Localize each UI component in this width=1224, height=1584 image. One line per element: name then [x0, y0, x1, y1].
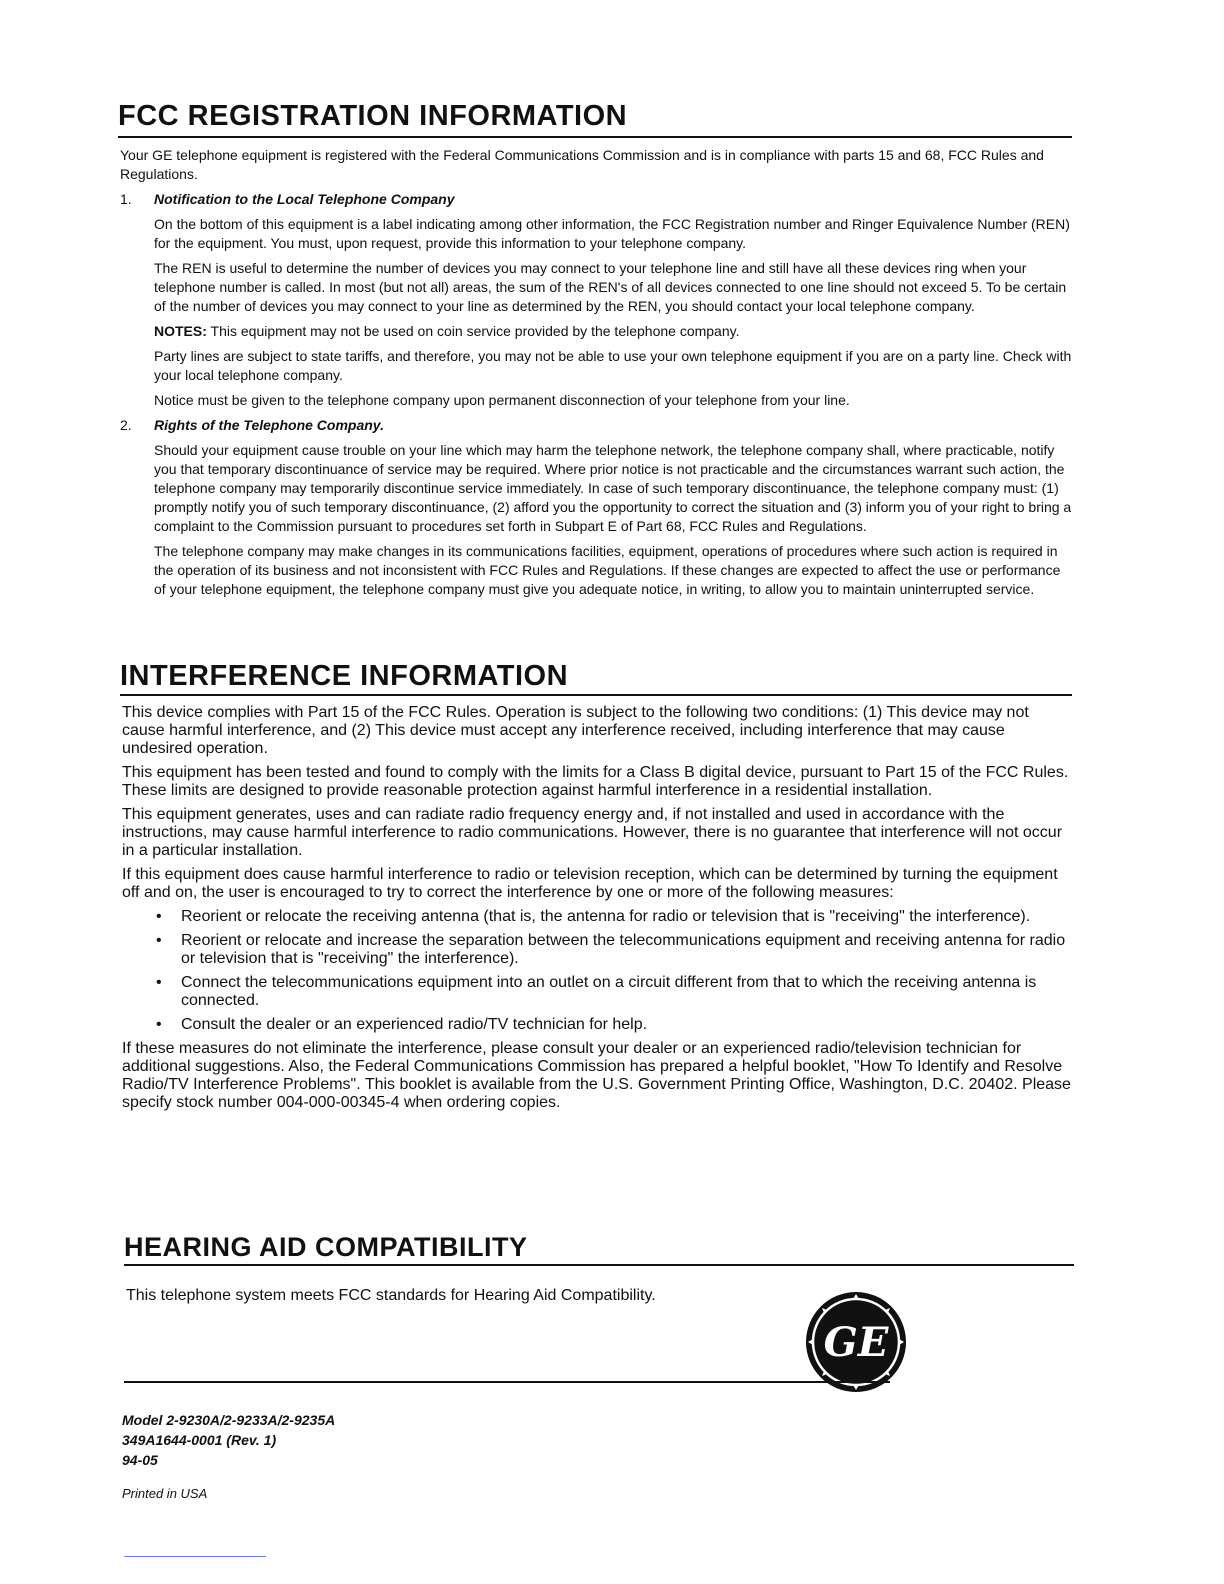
blue-edge-line: [124, 1556, 266, 1557]
list-item: [156, 908, 1072, 926]
revision-date: 94-05: [122, 1452, 158, 1468]
hearing-aid-title: HEARING AID COMPATIBILITY: [124, 1232, 528, 1262]
interference-body: [122, 704, 1072, 1118]
fcc-item-2-paragraph: The telephone company may make changes in its communications facilities, equipment, operations of procedures where such action is required in the operation of its business and not inconsistent with FCC Rules and Regulations. If these changes are expected to affect the use or performance of your telephone equipment, the telephone company must give you adequate notice, in writing, to allow you to maintain uninterrupted service.: [154, 543, 1061, 597]
fcc-item-2: [120, 416, 1072, 599]
fcc-item-2-heading: Rights of the Telephone Company.: [154, 417, 384, 433]
fcc-item-2-number: 2.: [120, 417, 132, 433]
list-item: [156, 932, 1072, 968]
interference-paragraph: If these measures do not eliminate the interference, please consult your dealer or an experienced radio/television technician for additional suggestions. Also, the Federal Communications Commission has prepared a helpful booklet, "How To Identify and Resolve Radio/TV Interference Problems". This booklet is available from the U.S. Government Printing Office, Washington, D.C. 20402. Please specify stock number 004-000-00345-4 when ordering copies.: [122, 1040, 1071, 1111]
fcc-item-1: [120, 190, 1072, 410]
interference-paragraph: This device complies with Part 15 of the FCC Rules. Operation is subject to the following two conditions: (1) This device may not cause harmful interference, and (2) This device must accept any interference received, including interference that may cause undesired operation.: [122, 704, 1029, 757]
bullet-icon: •: [156, 974, 162, 991]
measures-list: [122, 908, 1072, 1034]
logo-text: GE: [823, 1319, 889, 1366]
fcc-intro: Your GE telephone equipment is registered with the Federal Communications Commission and is in compliance with parts 15 and 68, FCC Rules and Regulations.: [120, 147, 1044, 182]
model-number: Model 2-9230A/2-9233A/2-9235A: [122, 1412, 336, 1428]
footer-block: [122, 1410, 335, 1470]
printed-in: Printed in USA: [122, 1486, 208, 1501]
interference-title-rule: [120, 694, 1072, 696]
list-item-text: Reorient or relocate the receiving antenna (that is, the antenna for radio or television that is "receiving" the interference).: [181, 908, 1031, 925]
bullet-icon: •: [156, 1016, 162, 1033]
notes-label: NOTES:: [154, 323, 207, 339]
list-item: [156, 1016, 1072, 1034]
fcc-notes: [154, 322, 1072, 341]
footer-rule: [124, 1381, 890, 1383]
list-item: [156, 974, 1072, 1010]
fcc-item-2-paragraph: Should your equipment cause trouble on your line which may harm the telephone network, the telephone company shall, where practicable, notify you that temporary discontinuance of service may be required. Where prior notice is not practicable and the circumstances warrant such action, the telephone company may temporarily discontinue service immediately. In case of such temporary discontinuance, the telephone company must: (1) promptly notify you of such temporary discontinuance, (2) afford you the opportunity to correct the situation and (3) inform you of your right to bring a complaint to the Commission pursuant to procedures set forth in Subpart E of Part 68, FCC Rules and Regulations.: [154, 442, 1072, 534]
fcc-title-rule: [118, 136, 1072, 138]
part-number: 349A1644-0001 (Rev. 1): [122, 1432, 277, 1448]
fcc-body: [120, 146, 1072, 605]
fcc-item-1-number: 1.: [120, 191, 132, 207]
list-item-text: Reorient or relocate and increase the separation between the telecommunications equipment and receiving antenna for radio or television that is "receiving" the interference).: [181, 932, 1066, 967]
interference-title: INTERFERENCE INFORMATION: [120, 660, 569, 692]
list-item-text: Consult the dealer or an experienced radio/TV technician for help.: [181, 1016, 648, 1033]
fcc-item-1-heading: Notification to the Local Telephone Company: [154, 191, 455, 207]
fcc-title: FCC REGISTRATION INFORMATION: [118, 100, 628, 132]
interference-paragraph: This equipment generates, uses and can radiate radio frequency energy and, if not installed and used in accordance with the instructions, may cause harmful interference to radio communications. However, there is no guarantee that interference will not occur in a particular installation.: [122, 806, 1063, 859]
hearing-aid-title-rule: [124, 1264, 1074, 1266]
bullet-icon: •: [156, 932, 162, 949]
interference-paragraph: This equipment has been tested and found to comply with the limits for a Class B digital device, pursuant to Part 15 of the FCC Rules. These limits are designed to provide reasonable protection against harmful interference in a residential installation.: [122, 764, 1069, 799]
fcc-item-1-paragraph: On the bottom of this equipment is a label indicating among other information, the FCC Registration number and Ringer Equivalence Number (REN) for the equipment. You must, upon request, provide this information to your telephone company.: [154, 216, 1070, 251]
list-item-text: Connect the telecommunications equipment into an outlet on a circuit different from that to which the receiving antenna is connected.: [181, 974, 1037, 1009]
ge-logo-icon: [804, 1290, 908, 1394]
bullet-icon: •: [156, 908, 162, 925]
notes-text: This equipment may not be used on coin service provided by the telephone company.: [210, 323, 740, 339]
hearing-aid-text: This telephone system meets FCC standards for Hearing Aid Compatibility.: [126, 1287, 656, 1304]
fcc-item-1-paragraph: Party lines are subject to state tariffs, and therefore, you may not be able to use your own telephone equipment if you are on a party line. Check with your local telephone company.: [154, 348, 1072, 383]
fcc-item-1-paragraph: The REN is useful to determine the number of devices you may connect to your telephone line and still have all these devices ring when your telephone number is called. In most (but not all) areas, the sum of the REN's of all devices connected to one line should not exceed 5. To be certain of the number of devices you may connect to your line as determined by the REN, you should contact your local telephone company.: [154, 260, 1067, 314]
interference-paragraph: If this equipment does cause harmful interference to radio or television reception, which can be determined by turning the equipment off and on, the user is encouraged to try to correct the interference by one or more of the following measures:: [122, 866, 1058, 901]
fcc-item-1-paragraph: Notice must be given to the telephone company upon permanent disconnection of your telephone from your line.: [154, 392, 850, 408]
